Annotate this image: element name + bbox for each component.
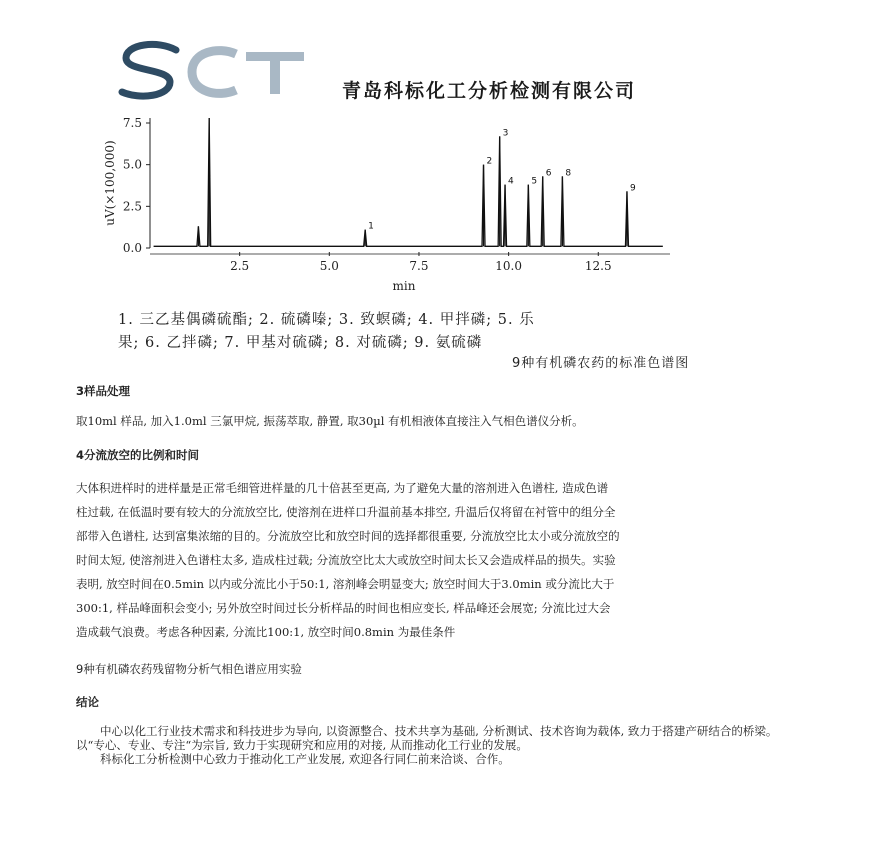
peak-label: 3 [502, 128, 509, 139]
y-axis-label: uV(×100,000) [103, 140, 117, 226]
x-axis-label: min [392, 279, 416, 293]
peak-label: 5 [531, 176, 538, 187]
y-tick-label: 5.0 [122, 157, 142, 172]
experiment-title: 9种有机磷农药残留物分析气相色谱应用实验 [76, 662, 302, 676]
peak-label: 8 [565, 168, 572, 179]
sct-logo [118, 40, 308, 106]
peak-label: 4 [508, 176, 514, 187]
conclusion-paragraph-2: 科标化工分析检测中心致力于推动化工产业发展, 欢迎各行同仁前来洽谈、合作。 [100, 752, 510, 766]
conclusion-body [76, 724, 800, 766]
section-4-line: 大体积进样时的进样量是正常毛细管进样量的几十倍甚至更高, 为了避免大量的溶剂进入色谱柱, 造成色谱 [76, 481, 609, 495]
y-tick-label: 7.5 [122, 116, 142, 130]
x-tick-label: 12.5 [584, 259, 612, 273]
section-4-line: 300:1, 样品峰面积会变小; 另外放空时间过长分析样品的时间也相应变长, 样品峰还会展宽; 分流比过大会 [76, 601, 611, 615]
peak-label: 1 [368, 221, 374, 232]
x-tick-label: 10.0 [495, 259, 522, 273]
peak-label: 6 [545, 168, 552, 179]
section-4-line: 时间太短, 使溶剂进入色谱柱太多, 造成柱过载; 分流放空比太大或放空时间太长又会造成样品的损失。实验 [76, 553, 616, 567]
x-tick-label: 2.5 [230, 259, 250, 273]
peak-label: 9 [629, 183, 636, 194]
section-3-text: 取10ml 样品, 加入1.0ml 三氯甲烷, 振荡萃取, 静置, 取30µl 有机相液体直接注入气相色谱仪分析。 [76, 414, 584, 428]
section-4-line: 表明, 放空时间在0.5min 以内或分流比小于50:1, 溶剂峰会明显变大; 放空时间大于3.0min 或分流比大于 [76, 577, 615, 591]
peak-legend-line-1: 1. 三乙基偶磷硫酯; 2. 硫磷嗪; 3. 致螟磷; 4. 甲拌磷; 5. 乐 [118, 312, 535, 328]
peak-label: 2 [486, 156, 493, 167]
y-tick-label: 2.5 [122, 199, 142, 214]
conclusion-title: 结论 [76, 695, 99, 709]
company-name: 青岛科标化工分析检测有限公司 [342, 80, 637, 102]
x-tick-label: 5.0 [319, 259, 339, 273]
section-4-body [76, 476, 800, 644]
conclusion-paragraph-1: 中心以化工行业技术需求和科技进步为导向, 以资源整合、技术共享为基础, 分析测试、技术咨询为载体, 致力于搭建产研结合的桥梁。以“专心、专业、专注“为宗旨, 致力于实现研究和应用的对接, 从而推动化工行业的发展。 [76, 724, 778, 752]
figure-caption: 9种有机磷农药的标准色谱图 [512, 356, 690, 371]
chromatogram-chart [98, 108, 678, 302]
section-4-line: 部带入色谱柱, 达到富集浓缩的目的。分流放空比和放空时间的选择都很重要, 分流放空比太小或分流放空的 [76, 529, 620, 543]
section-4-line: 造成载气浪费。考虑各种因素, 分流比100:1, 放空时间0.8min 为最佳条件 [76, 625, 456, 639]
section-4-title: 4分流放空的比例和时间 [76, 448, 200, 462]
peak-legend-line-2: 果; 6. 乙拌磷; 7. 甲基对硫磷; 8. 对硫磷; 9. 氨硫磷 [118, 335, 483, 351]
section-4-line: 柱过载, 在低温时要有较大的分流放空比, 使溶剂在进样口升温前基本排空, 升温后仅将留在衬管中的组分全 [76, 505, 616, 519]
section-3-title: 3样品处理 [76, 384, 131, 398]
x-tick-label: 7.5 [409, 259, 429, 273]
y-tick-label: 0.0 [122, 241, 142, 255]
chromatogram-trace [154, 118, 663, 246]
